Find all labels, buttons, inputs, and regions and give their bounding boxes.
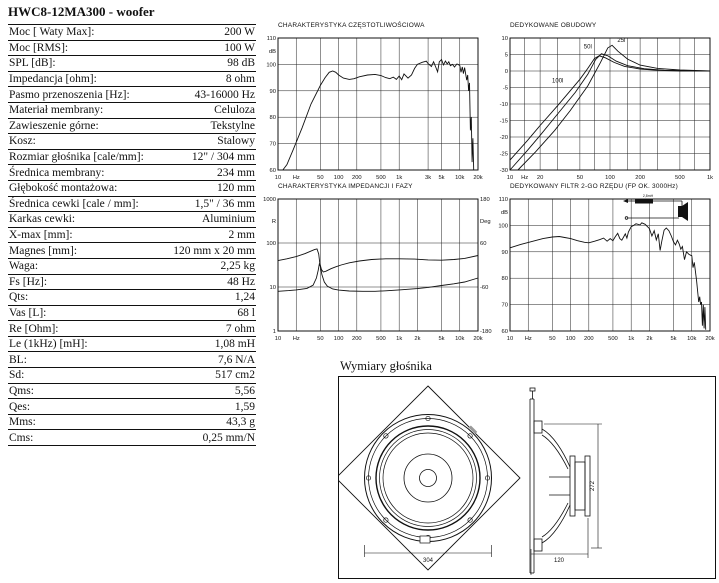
svg-text:500: 500 [608, 336, 618, 342]
spec-label: Impedancja [ohm]: [9, 73, 97, 86]
spec-row [8, 41, 256, 57]
svg-text:1: 1 [272, 329, 276, 335]
spec-row [8, 337, 256, 353]
svg-text:80: 80 [501, 276, 508, 283]
spec-label: Mms: [9, 416, 36, 429]
svg-text:1000: 1000 [263, 197, 276, 203]
front-view-drawing [365, 415, 492, 542]
spec-label: Re [Ohm]: [9, 322, 59, 335]
svg-text:-15: -15 [499, 118, 508, 125]
svg-text:20k: 20k [705, 336, 715, 342]
spec-label: Waga: [9, 260, 39, 273]
svg-text:200: 200 [635, 175, 645, 181]
svg-text:10: 10 [269, 285, 276, 291]
svg-text:200: 200 [351, 336, 362, 342]
svg-text:Hz: Hz [292, 336, 300, 342]
svg-text:1k: 1k [628, 336, 635, 342]
spec-row [8, 228, 256, 244]
svg-text:-10: -10 [499, 102, 508, 108]
spec-label: Qes: [9, 400, 31, 413]
spec-row [8, 259, 256, 275]
spec-row [8, 25, 256, 41]
svg-text:60: 60 [269, 168, 276, 174]
spec-label: Rozmiar głośnika [cale/mm]: [9, 151, 144, 164]
spec-row [8, 415, 256, 431]
spec-value: 98 dB [227, 57, 255, 70]
spec-row [8, 134, 256, 150]
spec-value: Celuloza [214, 104, 255, 117]
dimensions-title: Wymiary głośnika [340, 359, 432, 373]
spec-label: X-max [mm]: [9, 229, 73, 242]
svg-text:20k: 20k [473, 175, 483, 181]
spec-row [8, 399, 256, 415]
spec-value: Aluminium [201, 213, 255, 226]
page-title: HWC8-12MA300 - woofer [8, 4, 155, 19]
svg-text:90: 90 [501, 249, 508, 256]
spec-value: 68 l [237, 306, 255, 319]
enclosures-chart [486, 20, 718, 187]
front-width-label: 304 [422, 558, 434, 564]
spec-value: 120 mm [216, 182, 255, 195]
spec-value: 100 W [224, 41, 255, 54]
spec-row [8, 56, 256, 72]
spec-value: 200 W [224, 26, 255, 39]
spec-value: Stalowy [217, 135, 255, 148]
spec-label: Le (1kHz) [mH]: [9, 338, 88, 351]
svg-text:100: 100 [605, 175, 615, 181]
spec-label: Moc [RMS]: [9, 41, 69, 54]
spec-value: 2,25 kg [220, 260, 255, 273]
dimension-drawing [339, 377, 715, 578]
spec-row [8, 72, 256, 88]
svg-text:60: 60 [480, 241, 487, 247]
svg-text:5k: 5k [438, 175, 445, 181]
spec-value: 7 ohm [225, 322, 255, 335]
impedance-phase-plot [254, 193, 502, 343]
svg-text:R: R [271, 218, 276, 225]
svg-text:10k: 10k [455, 336, 465, 342]
svg-text:50l: 50l [583, 44, 592, 51]
spec-row [8, 306, 256, 322]
spec-row [8, 275, 256, 291]
spec-label: Głębokość montażowa: [9, 182, 118, 195]
side-view-drawing [530, 388, 590, 573]
arrow-icon [623, 199, 628, 203]
svg-text:50: 50 [317, 336, 324, 342]
svg-text:1k: 1k [706, 175, 714, 181]
chart-title-impedance: CHARAKTERYSTYKA IMPEDANCJI I FAZY [278, 183, 413, 190]
spec-value: 8 ohm [225, 73, 255, 86]
svg-text:2k: 2k [646, 336, 653, 342]
spec-value: 1,59 [234, 400, 255, 413]
spec-value: 12" / 304 mm [191, 151, 255, 164]
spec-row [8, 103, 256, 119]
svg-text:50: 50 [576, 175, 584, 181]
spec-label: Cms: [9, 431, 34, 444]
svg-text:100: 100 [565, 336, 576, 342]
svg-text:70: 70 [269, 141, 276, 148]
spec-label: Moc [ Waty Max]: [9, 26, 95, 39]
spec-value: 43,3 g [226, 416, 255, 429]
spec-value: 1,08 mH [214, 338, 255, 351]
svg-text:100l: 100l [552, 78, 564, 85]
spec-row [8, 368, 256, 384]
svg-text:Hz: Hz [521, 175, 529, 181]
spec-label: BL: [9, 353, 27, 366]
svg-text:Hz: Hz [524, 336, 532, 342]
svg-text:200: 200 [583, 336, 594, 342]
svg-text:dB: dB [500, 210, 508, 217]
svg-text:60: 60 [501, 329, 508, 335]
spec-label: Qms: [9, 384, 34, 397]
svg-text:2k: 2k [414, 336, 421, 342]
spec-table [8, 24, 256, 446]
svg-text:0: 0 [504, 69, 508, 75]
svg-text:500: 500 [376, 336, 386, 342]
impedance-phase-chart [254, 181, 502, 348]
inductor-icon [635, 199, 653, 204]
spec-label: Pasmo przenoszenia [Hz]: [9, 88, 130, 101]
frequency-response-plot [254, 32, 486, 182]
spec-value: 120 mm x 20 mm [173, 244, 255, 257]
svg-text:5: 5 [504, 52, 508, 59]
svg-text:20k: 20k [473, 336, 483, 342]
svg-text:200: 200 [351, 175, 362, 181]
dimensions-box [338, 376, 716, 579]
chart-title-frequency: CHARAKTERYSTYKA CZĘSTOTLIWOŚCIOWA [278, 22, 425, 29]
enclosures-plot [486, 32, 718, 182]
filter-circuit-wires [624, 201, 682, 219]
filter-chart [486, 181, 718, 348]
spec-row [8, 165, 256, 181]
spec-label: Magnes [mm]: [9, 244, 78, 257]
filter-circuit-inset [618, 191, 692, 225]
speaker-icon [678, 202, 688, 221]
svg-text:-60: -60 [480, 285, 489, 291]
svg-text:80: 80 [269, 115, 276, 122]
spec-label: Fs [Hz]: [9, 275, 48, 288]
spec-label: Karkas cewki: [9, 213, 76, 226]
svg-text:90: 90 [269, 88, 276, 95]
spec-row [8, 290, 256, 306]
spec-row [8, 243, 256, 259]
svg-text:100: 100 [333, 175, 344, 181]
svg-text:100: 100 [498, 223, 508, 230]
svg-text:70: 70 [501, 302, 508, 309]
svg-text:50: 50 [317, 175, 324, 181]
spec-value: 43-16000 Hz [194, 88, 255, 101]
chart-title-enclosures: DEDYKOWANE OBUDOWY [510, 22, 597, 29]
svg-text:10: 10 [274, 336, 282, 342]
spec-value: 48 Hz [227, 275, 255, 288]
svg-text:1k: 1k [396, 175, 403, 181]
mounting-depth-dimension [531, 518, 588, 575]
spec-value: 2 mm [228, 229, 255, 242]
spec-value: 1,24 [234, 291, 255, 304]
spec-row [8, 87, 256, 103]
svg-text:110: 110 [498, 197, 508, 203]
svg-text:5k: 5k [438, 336, 445, 342]
svg-text:10: 10 [274, 175, 282, 181]
svg-text:1k: 1k [396, 336, 403, 342]
svg-text:3k: 3k [425, 175, 432, 181]
svg-text:10: 10 [506, 175, 514, 181]
svg-text:180: 180 [480, 197, 490, 203]
svg-text:50: 50 [549, 336, 556, 342]
svg-text:500: 500 [376, 175, 386, 181]
spec-value: 234 mm [216, 166, 255, 179]
svg-text:dB: dB [268, 49, 276, 56]
inductor-value-label: 2,8mH [642, 194, 654, 198]
spec-row [8, 212, 256, 228]
spec-row [8, 430, 256, 446]
svg-text:5k: 5k [670, 336, 677, 342]
svg-text:25l: 25l [617, 37, 626, 44]
spec-value: 5,56 [234, 384, 255, 397]
svg-text:10k: 10k [687, 336, 697, 342]
spec-label: Średnica membrany: [9, 166, 105, 179]
spec-value: 7,6 N/A [217, 353, 255, 366]
spec-label: Materiał membrany: [9, 104, 104, 117]
mounting-depth-label: 120 [553, 558, 565, 564]
terminal [420, 536, 430, 543]
chart-title-filter: DEDYKOWANY FILTR 2-GO RZĘDU (FP OK. 3000Hz) [510, 183, 678, 190]
spec-label: Zawieszenie górne: [9, 119, 99, 132]
svg-text:10k: 10k [455, 175, 465, 181]
spec-row [8, 352, 256, 368]
svg-text:110: 110 [266, 36, 276, 42]
svg-text:100: 100 [266, 62, 276, 69]
spec-value: 1,5" / 36 mm [194, 197, 255, 210]
spec-value: Tekstylne [210, 119, 255, 132]
spec-row [8, 197, 256, 213]
spec-label: Qts: [9, 291, 29, 304]
svg-text:100: 100 [333, 336, 344, 342]
spec-row [8, 119, 256, 135]
spec-label: Średnica cewki [cale / mm]: [9, 197, 139, 210]
svg-text:-25: -25 [499, 151, 508, 158]
spec-value: 517 cm2 [215, 369, 255, 382]
spec-row [8, 384, 256, 400]
svg-text:100: 100 [266, 241, 276, 247]
svg-text:-5: -5 [502, 85, 508, 92]
spec-label: SPL [dB]: [9, 57, 56, 70]
side-height-label: 272 [590, 480, 596, 492]
svg-text:20: 20 [536, 175, 544, 181]
spec-label: Vas [L]: [9, 306, 47, 319]
svg-text:10: 10 [501, 36, 508, 42]
svg-text:Deg: Deg [480, 219, 491, 225]
svg-text:-180: -180 [480, 329, 492, 335]
spec-row [8, 321, 256, 337]
spec-row [8, 150, 256, 166]
spec-value: 0,25 mm/N [202, 431, 255, 444]
svg-text:10: 10 [506, 336, 514, 342]
spec-row [8, 181, 256, 197]
spec-label: Kosz: [9, 135, 36, 148]
svg-text:-20: -20 [499, 135, 508, 141]
spec-label: Sd: [9, 369, 25, 382]
svg-text:Hz: Hz [292, 175, 300, 181]
svg-text:-30: -30 [499, 168, 508, 174]
svg-text:500: 500 [675, 175, 685, 181]
frequency-response-chart [254, 20, 486, 187]
